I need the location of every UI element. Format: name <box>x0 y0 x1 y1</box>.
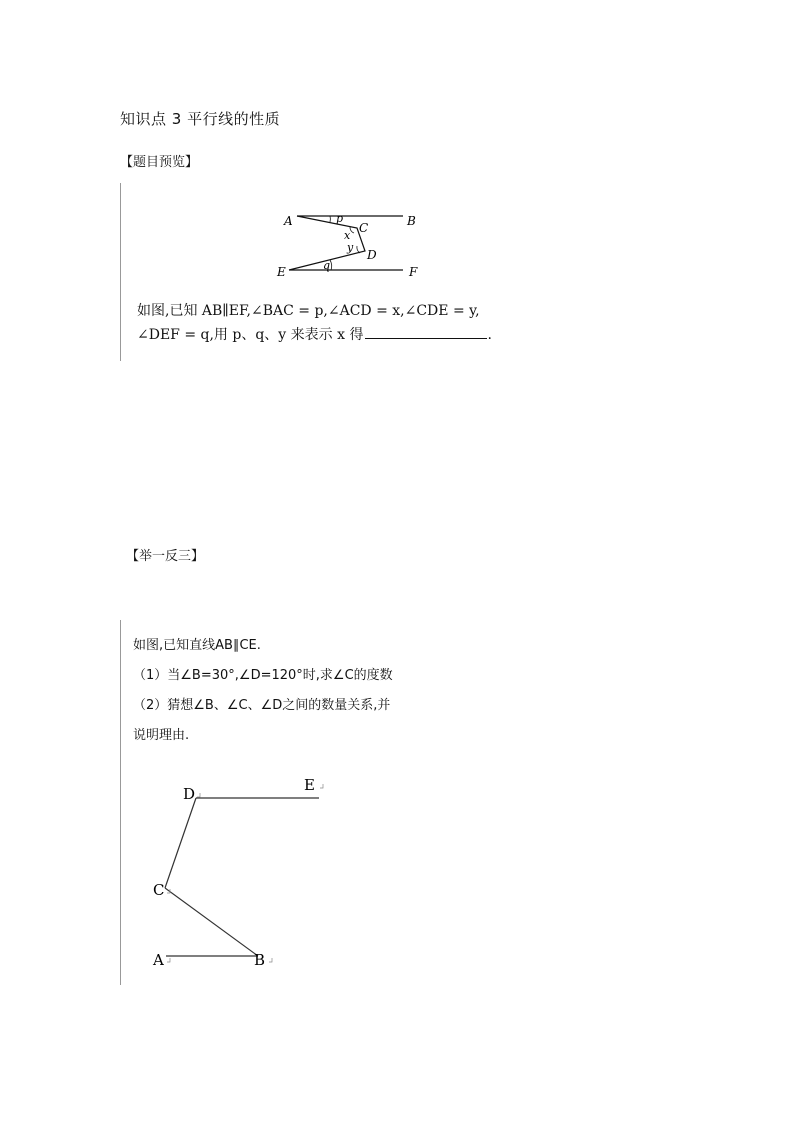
fig2-label-E: E <box>304 776 315 794</box>
problem-text-line2-prefix: ∠DEF = q,用 p、q、y 来表示 x 得 <box>137 327 364 343</box>
angle-arc-x <box>350 227 354 233</box>
section-label-preview: 【题目预览】 <box>120 155 199 170</box>
angle-arc-q <box>330 260 332 270</box>
line-DC <box>165 798 196 888</box>
problem-text-line1: 如图,已知 AB∥EF,∠BAC = p,∠ACD = x,∠CDE = y, <box>137 303 480 319</box>
section2-margin-bar <box>120 620 121 985</box>
return-mark-icon <box>320 784 323 788</box>
label-x: x <box>344 229 351 242</box>
return-mark-icon <box>197 793 200 797</box>
practice-figure <box>140 765 340 975</box>
section-label-practice: 【举一反三】 <box>126 549 205 564</box>
section1-margin-bar <box>120 183 121 361</box>
practice-question-2-cont: 说明理由. <box>133 728 190 743</box>
parallel-lines-figure <box>270 195 450 285</box>
label-A: A <box>284 214 293 228</box>
label-p: p <box>336 212 344 225</box>
line-CB <box>165 888 258 956</box>
label-y: y <box>347 241 354 254</box>
practice-question-2: （2）猜想∠B、∠C、∠D之间的数量关系,并 <box>133 698 391 713</box>
fig2-label-D: D <box>183 785 196 803</box>
problem-text-line2-suffix: . <box>487 327 492 343</box>
return-mark-icon <box>167 958 170 962</box>
practice-question-1: （1）当∠B=30°,∠D=120°时,求∠C的度数 <box>133 668 393 683</box>
label-E: E <box>277 265 286 279</box>
label-F: F <box>409 265 418 279</box>
fig2-label-C: C <box>153 881 165 899</box>
practice-intro: 如图,已知直线AB∥CE. <box>133 638 261 653</box>
label-C: C <box>359 221 369 235</box>
label-q: q <box>323 259 331 272</box>
label-B: B <box>407 214 416 228</box>
fig2-label-A: A <box>153 951 164 969</box>
problem-text-line2 <box>137 324 492 346</box>
label-D: D <box>367 248 377 262</box>
answer-blank <box>365 324 487 339</box>
page-title: 知识点 3 平行线的性质 <box>120 110 281 128</box>
fig2-label-B: B <box>254 951 266 969</box>
return-mark-icon <box>269 958 272 962</box>
